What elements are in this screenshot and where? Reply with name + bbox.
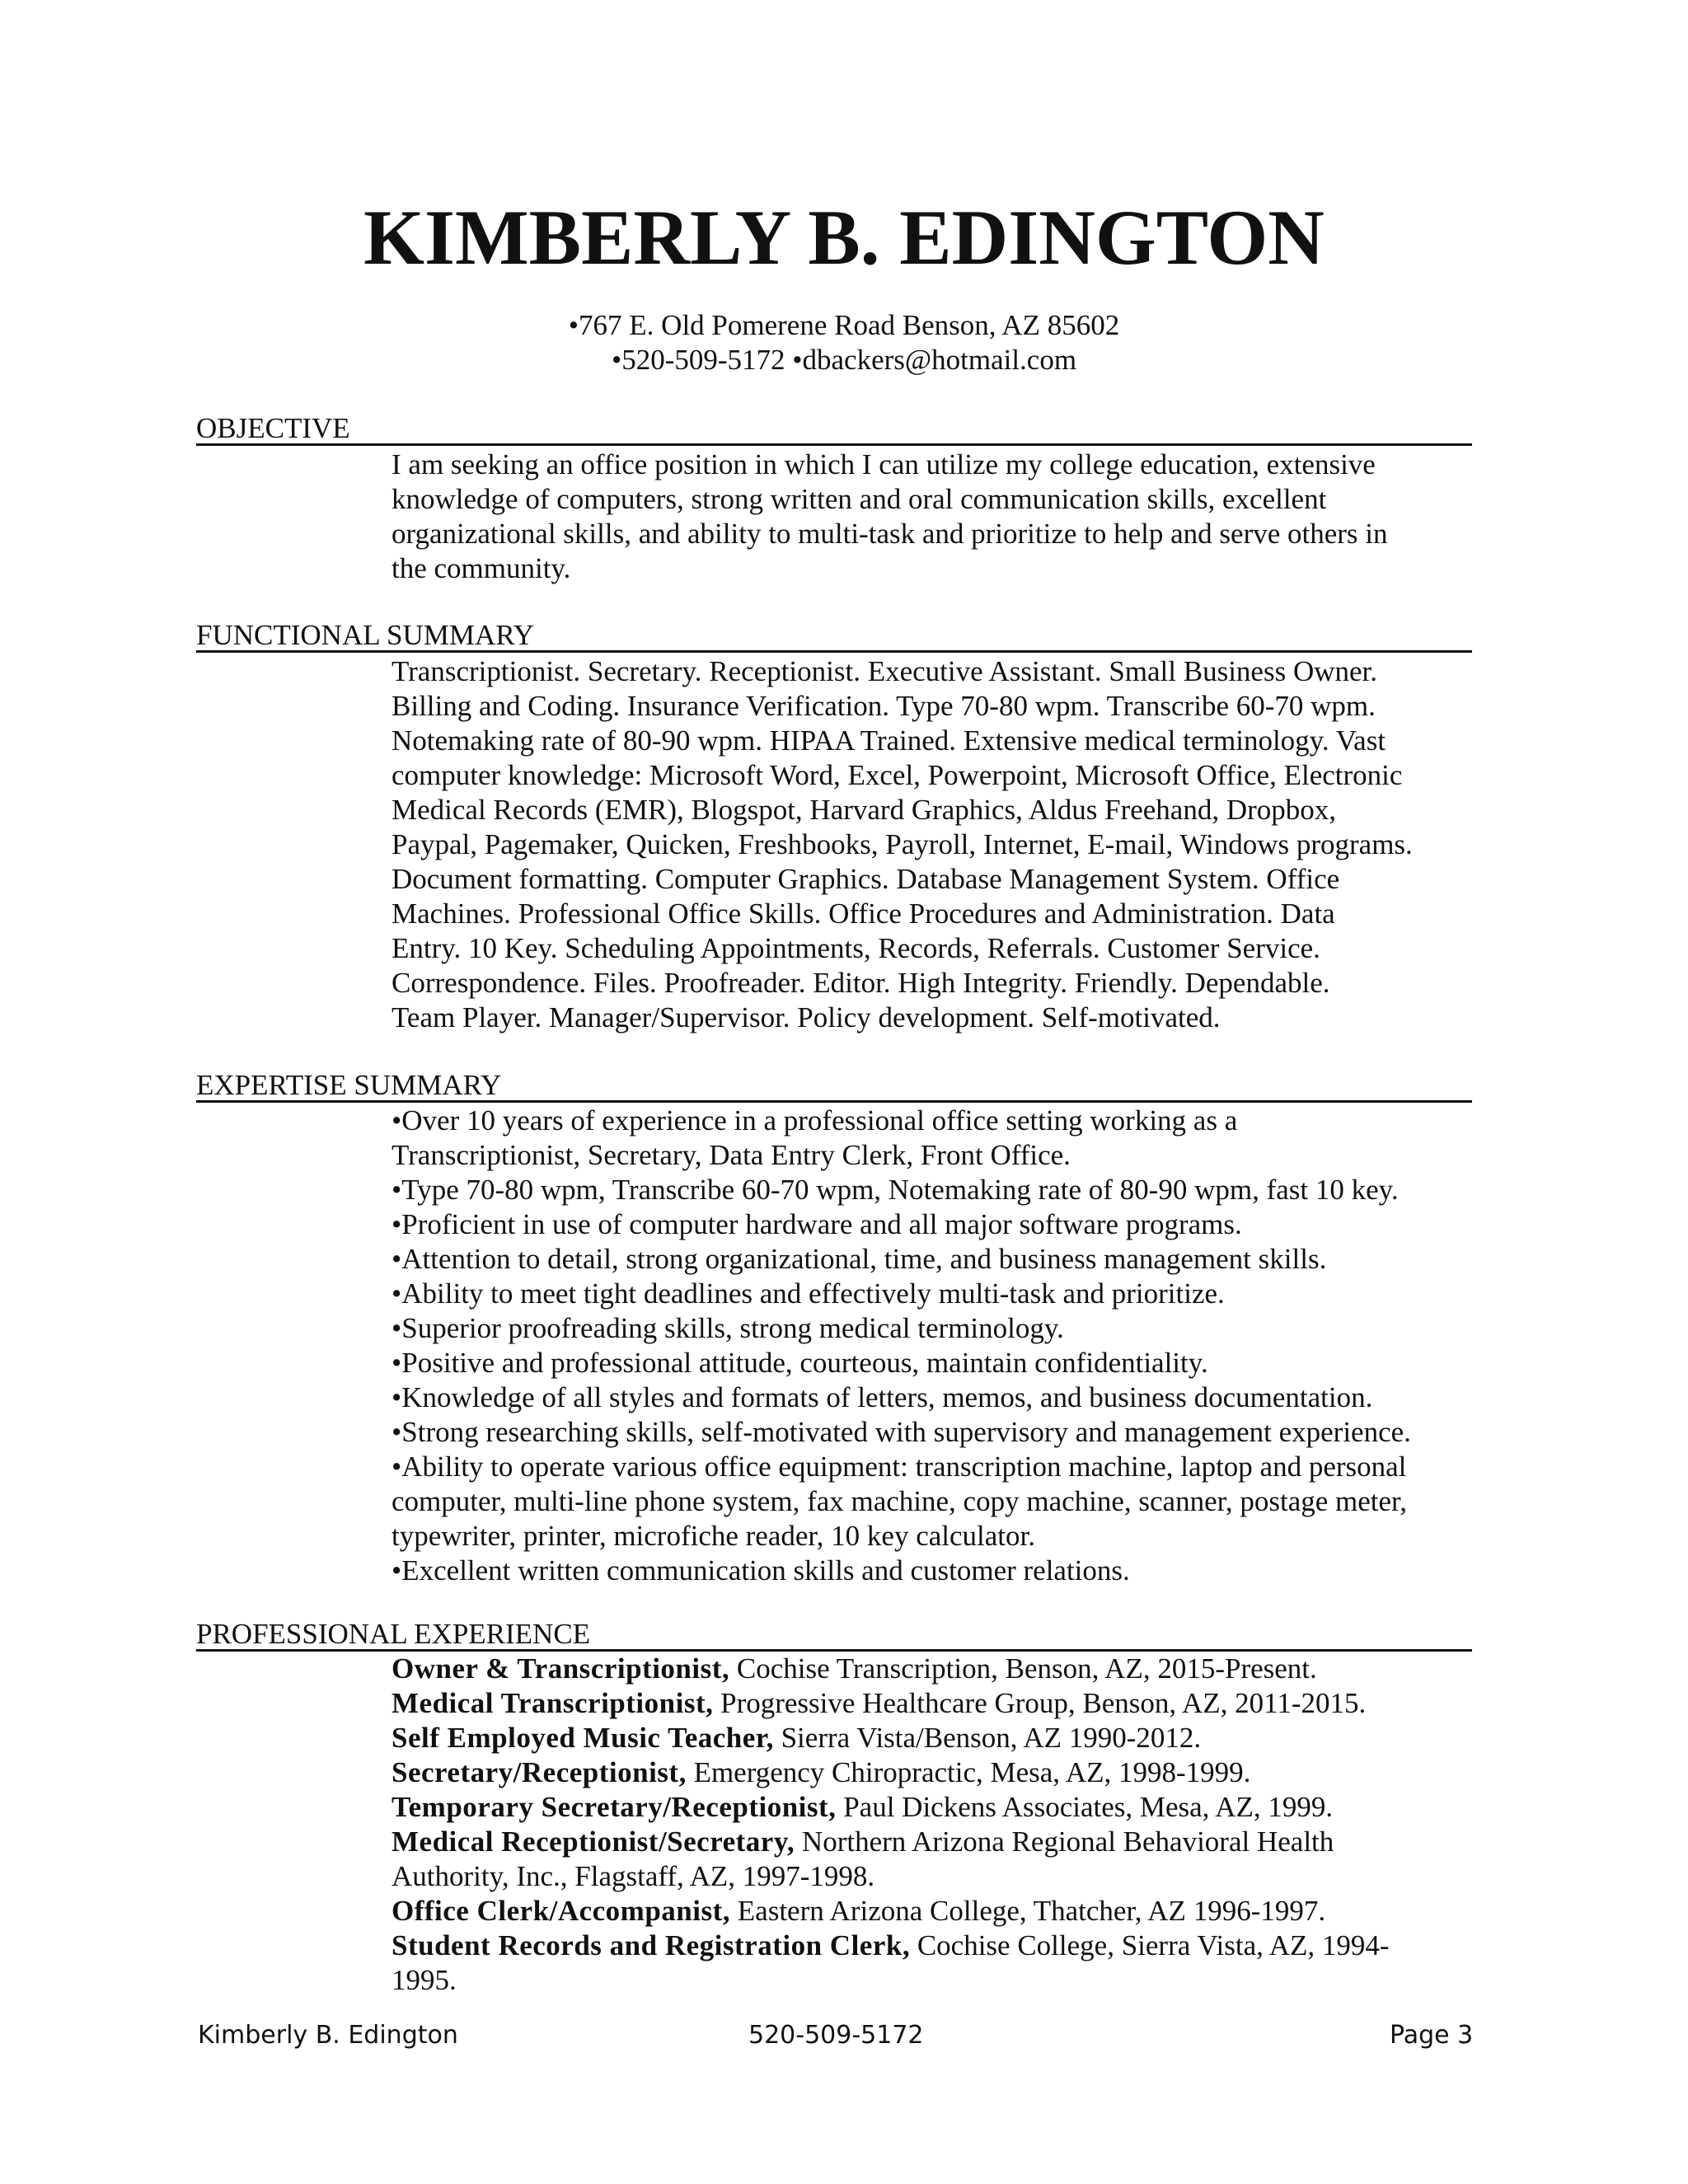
- experience-title: Medical Transcriptionist,: [392, 1687, 714, 1719]
- expertise-line: •Knowledge of all styles and formats of letters, memos, and business documentation.: [392, 1381, 1373, 1413]
- expertise-line: •Superior proofreading skills, strong medical terminology.: [392, 1312, 1064, 1344]
- expertise-line: •Attention to detail, strong organizational, time, and business management skills.: [392, 1243, 1327, 1275]
- functional-summary-line: Correspondence. Files. Proofreader. Editor. High Integrity. Friendly. Dependable.: [392, 967, 1330, 999]
- experience-entry: [392, 1929, 1475, 1963]
- expertise-line: •Ability to operate various office equipment: transcription machine, laptop and personal: [392, 1451, 1407, 1483]
- footer-page-number: Page 3: [1390, 2021, 1474, 2050]
- professional-experience-heading: [196, 1618, 1472, 1652]
- experience-details: Sierra Vista/Benson, AZ 1990-2012.: [773, 1722, 1202, 1754]
- expertise-line: •Proficient in use of computer hardware and all major software programs.: [392, 1208, 1242, 1240]
- expertise-line: Transcriptionist, Secretary, Data Entry Clerk, Front Office.: [392, 1139, 1071, 1171]
- expertise-summary-heading: [196, 1069, 1472, 1103]
- expertise-summary-heading-text: EXPERTISE SUMMARY: [196, 1069, 502, 1101]
- address-line: •767 E. Old Pomerene Road Benson, AZ 85602: [568, 309, 1120, 341]
- experience-details: Cochise College, Sierra Vista, AZ, 1994-: [910, 1929, 1390, 1961]
- functional-summary-line: Machines. Professional Office Skills. Office Procedures and Administration. Data: [392, 898, 1335, 930]
- experience-title: Owner & Transcriptionist,: [392, 1652, 730, 1685]
- experience-details: Paul Dickens Associates, Mesa, AZ, 1999.: [836, 1791, 1334, 1823]
- experience-entry: [392, 1963, 1475, 1998]
- experience-entry: [392, 1825, 1475, 1859]
- experience-title: Office Clerk/Accompanist,: [392, 1895, 731, 1927]
- functional-summary-line: Entry. 10 Key. Scheduling Appointments, Records, Referrals. Customer Service.: [392, 932, 1320, 964]
- functional-summary-line: Transcriptionist. Secretary. Receptionist. Executive Assistant. Small Business Owner.: [392, 655, 1378, 687]
- expertise-line: •Strong researching skills, self-motivated with supervisory and management experience.: [392, 1416, 1411, 1448]
- objective-heading: [196, 412, 1472, 446]
- functional-summary-line: computer knowledge: Microsoft Word, Excel, Powerpoint, Microsoft Office, Electronic: [392, 759, 1403, 791]
- expertise-line: •Over 10 years of experience in a professional office setting working as a: [392, 1104, 1238, 1137]
- footer-name: Kimberly B. Edington: [198, 2021, 458, 2050]
- objective-line: organizational skills, and ability to multi-task and prioritize to help and serve others in: [392, 518, 1388, 550]
- functional-summary-line: Medical Records (EMR), Blogspot, Harvard Graphics, Aldus Freehand, Dropbox,: [392, 794, 1337, 826]
- experience-entry: [392, 1755, 1475, 1790]
- experience-title: Secretary/Receptionist,: [392, 1756, 687, 1788]
- experience-details: 1995.: [392, 1964, 457, 1996]
- objective-heading-text: OBJECTIVE: [196, 412, 350, 444]
- professional-experience-heading-text: PROFESSIONAL EXPERIENCE: [196, 1618, 591, 1650]
- footer-phone: 520-509-5172: [748, 2021, 924, 2050]
- objective-line: the community.: [392, 552, 571, 584]
- experience-title: Student Records and Registration Clerk,: [392, 1929, 911, 1961]
- phone-email-line: •520-509-5172 •dbackers@hotmail.com: [611, 344, 1077, 376]
- functional-summary-heading: [196, 619, 1472, 653]
- expertise-line: •Ability to meet tight deadlines and effectively multi-task and prioritize.: [392, 1277, 1225, 1310]
- objective-line: I am seeking an office position in which I can utilize my college education, extensive: [392, 448, 1376, 480]
- functional-summary-body: [392, 654, 1475, 1035]
- experience-entry: [392, 1686, 1475, 1721]
- expertise-line: computer, multi-line phone system, fax machine, copy machine, scanner, postage meter,: [392, 1485, 1408, 1517]
- experience-details: Northern Arizona Regional Behavioral Health: [795, 1825, 1334, 1858]
- functional-summary-heading-text: FUNCTIONAL SUMMARY: [196, 619, 535, 651]
- expertise-line: •Positive and professional attitude, courteous, maintain confidentiality.: [392, 1347, 1208, 1379]
- experience-entry: [392, 1790, 1475, 1825]
- functional-summary-line: Billing and Coding. Insurance Verification. Type 70-80 wpm. Transcribe 60-70 wpm.: [392, 690, 1376, 722]
- experience-entry: [392, 1859, 1475, 1894]
- expertise-summary-body: [392, 1104, 1475, 1588]
- experience-details: Cochise Transcription, Benson, AZ, 2015-Present.: [729, 1652, 1317, 1685]
- experience-details: Eastern Arizona College, Thatcher, AZ 1996-1997.: [730, 1895, 1326, 1927]
- functional-summary-line: Document formatting. Computer Graphics. Database Management System. Office: [392, 863, 1340, 895]
- functional-summary-line: Team Player. Manager/Supervisor. Policy development. Self-motivated.: [392, 1001, 1221, 1033]
- expertise-line: •Type 70-80 wpm, Transcribe 60-70 wpm, Notemaking rate of 80-90 wpm, fast 10 key.: [392, 1174, 1399, 1206]
- objective-line: knowledge of computers, strong written and oral communication skills, excellent: [392, 483, 1327, 515]
- expertise-line: typewriter, printer, microfiche reader, 10 key calculator.: [392, 1520, 1035, 1552]
- experience-title: Medical Receptionist/Secretary,: [392, 1825, 795, 1858]
- experience-title: Temporary Secretary/Receptionist,: [392, 1791, 837, 1823]
- professional-experience-body: [392, 1652, 1475, 1998]
- experience-entry: [392, 1894, 1475, 1929]
- objective-body: [392, 448, 1475, 586]
- experience-entry: [392, 1721, 1475, 1755]
- experience-entry: [392, 1652, 1475, 1686]
- experience-title: Self Employed Music Teacher,: [392, 1722, 774, 1754]
- functional-summary-line: Notemaking rate of 80-90 wpm. HIPAA Trained. Extensive medical terminology. Vast: [392, 724, 1386, 757]
- candidate-name: KIMBERLY B. EDINGTON: [363, 194, 1325, 281]
- experience-details: Progressive Healthcare Group, Benson, AZ, 2011-2015.: [713, 1687, 1367, 1719]
- experience-details: Emergency Chiropractic, Mesa, AZ, 1998-1999.: [686, 1756, 1251, 1788]
- expertise-line: •Excellent written communication skills and customer relations.: [392, 1554, 1130, 1586]
- functional-summary-line: Paypal, Pagemaker, Quicken, Freshbooks, Payroll, Internet, E-mail, Windows programs.: [392, 828, 1413, 860]
- experience-details: Authority, Inc., Flagstaff, AZ, 1997-1998.: [392, 1860, 875, 1892]
